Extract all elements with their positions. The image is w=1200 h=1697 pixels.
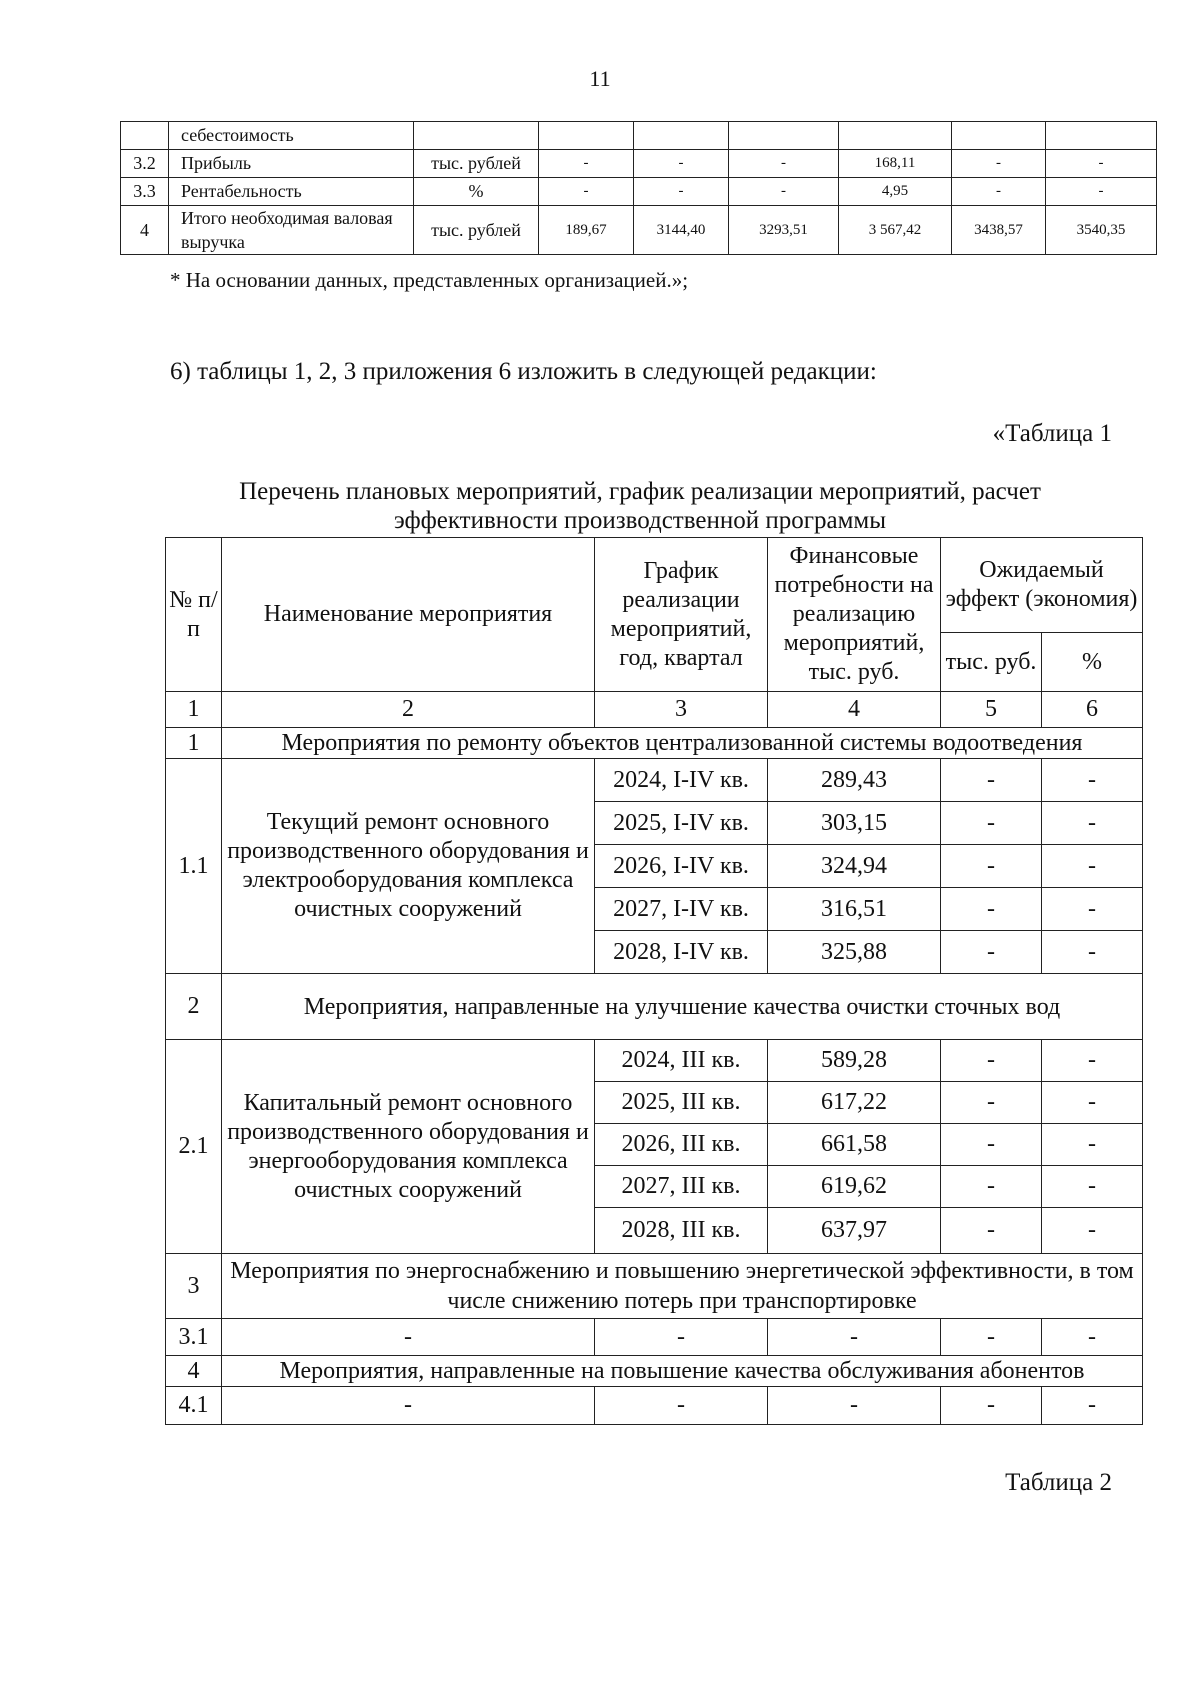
table-row: 2026, III кв. 661,58 - - bbox=[166, 1124, 1143, 1166]
section-title: Мероприятия, направленные на улучшение качества очистки сточных вод bbox=[222, 974, 1143, 1040]
section-row: 4 Мероприятия, направленные на повышение качества обслуживания абонентов bbox=[166, 1356, 1143, 1387]
section-row: 1 Мероприятия по ремонту объектов централизованной системы водоотведения bbox=[166, 728, 1143, 759]
table-row: 1.1 Текущий ремонт основного производственного оборудования и электрооборудования комплекса очистных сооружений 2024, I-IV кв. 289,43 - - bbox=[166, 759, 1143, 802]
item-name: Капитальный ремонт основного производственного оборудования и энергооборудования комплекса очистных сооружений bbox=[222, 1040, 595, 1254]
table-row: себестоимость bbox=[121, 122, 1157, 150]
previous-table bbox=[120, 121, 1157, 255]
header-effect-rub: тыс. руб. bbox=[941, 633, 1042, 692]
item-name: Текущий ремонт основного производственного оборудования и электрооборудования комплекса очистных сооружений bbox=[222, 759, 595, 974]
page-number: 11 bbox=[589, 66, 611, 91]
section-title: Мероприятия, направленные на повышение качества обслуживания абонентов bbox=[222, 1356, 1143, 1387]
table-row: 2027, III кв. 619,62 - - bbox=[166, 1166, 1143, 1208]
section-title: Мероприятия по энергоснабжению и повышению энергетической эффективности, в том числе снижению потерь при транспортировке bbox=[222, 1254, 1143, 1319]
table-row: 3.3 Рентабельность % - - - 4,95 - - bbox=[121, 178, 1157, 206]
section-row: 3 Мероприятия по энергоснабжению и повышению энергетической эффективности, в том числе снижению потерь при транспортировке bbox=[166, 1254, 1143, 1319]
footnote: * На основании данных, представленных организацией.»; bbox=[170, 268, 689, 292]
header-effect-pct: % bbox=[1042, 633, 1143, 692]
table-row: 2.1 Капитальный ремонт основного производственного оборудования и энергооборудования комплекса очистных сооружений 2024, III кв. 589,28 - - bbox=[166, 1040, 1143, 1082]
header-schedule: График реализации мероприятий, год, квартал bbox=[595, 538, 768, 692]
table-row: 2026, I-IV кв. 324,94 - - bbox=[166, 845, 1143, 888]
table-row: 2025, I-IV кв. 303,15 - - bbox=[166, 802, 1143, 845]
activities-table bbox=[165, 537, 1143, 1425]
table-row: 3.2 Прибыль тыс. рублей - - - 168,11 - - bbox=[121, 150, 1157, 178]
table-row: 2028, I-IV кв. 325,88 - - bbox=[166, 931, 1143, 974]
table-row: 4.1 - - - - - bbox=[166, 1387, 1143, 1425]
table-row: 2028, III кв. 637,97 - - bbox=[166, 1208, 1143, 1254]
table-1-caption: Перечень плановых мероприятий, график реализации мероприятий, расчет эффективности производственной программы bbox=[239, 478, 1041, 534]
header-name: Наименование мероприятия bbox=[222, 538, 595, 692]
table-header-row bbox=[166, 538, 1143, 633]
table-2-label: Таблица 2 bbox=[1005, 1469, 1112, 1496]
table-row: 4 Итого необходимая валовая выручка тыс. рублей 189,67 3144,40 3293,51 3 567,42 3438,57 3540,35 bbox=[121, 206, 1157, 255]
table-row: 3.1 - - - - - bbox=[166, 1319, 1143, 1356]
item-number: 2.1 bbox=[166, 1040, 222, 1254]
table-row: 2027, I-IV кв. 316,51 - - bbox=[166, 888, 1143, 931]
section-title: Мероприятия по ремонту объектов централизованной системы водоотведения bbox=[222, 728, 1143, 759]
header-finance: Финансовые потребности на реализацию мероприятий, тыс. руб. bbox=[768, 538, 941, 692]
item-number: 1.1 bbox=[166, 759, 222, 974]
section-row: 2 Мероприятия, направленные на улучшение качества очистки сточных вод bbox=[166, 974, 1143, 1040]
header-effect: Ожидаемый эффект (экономия) bbox=[941, 538, 1143, 633]
header-no: № п/ п bbox=[166, 538, 222, 692]
table-1-label: «Таблица 1 bbox=[992, 420, 1112, 447]
table-row: 2025, III кв. 617,22 - - bbox=[166, 1082, 1143, 1124]
amendment-paragraph: 6) таблицы 1, 2, 3 приложения 6 изложить в следующей редакции: bbox=[170, 358, 877, 385]
column-number-row: 1 2 3 4 5 6 bbox=[166, 692, 1143, 728]
